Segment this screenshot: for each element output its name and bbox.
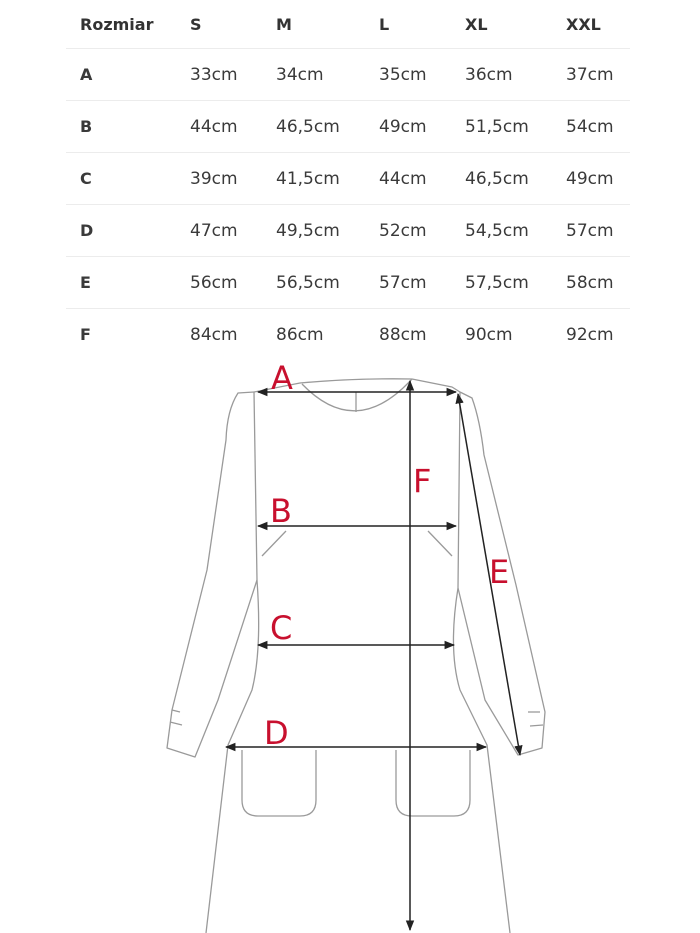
label-d: D <box>264 714 289 752</box>
dress-measurement-diagram <box>0 355 700 933</box>
label-a: A <box>271 359 293 397</box>
cell: 84cm <box>176 309 262 361</box>
header-l: L <box>379 14 390 34</box>
cell: 88cm <box>365 309 451 361</box>
table-row <box>66 257 630 309</box>
row-label: C <box>66 153 176 205</box>
row-label: E <box>66 257 176 309</box>
row-label: A <box>66 49 176 101</box>
cell: 86cm <box>262 309 365 361</box>
cell: 41,5cm <box>262 153 365 205</box>
cell: 51,5cm <box>451 101 552 153</box>
header-xxl: XXL <box>566 14 601 34</box>
cell: 54cm <box>552 101 630 153</box>
table-header-row <box>66 0 630 49</box>
header-rozmiar: Rozmiar <box>80 14 154 34</box>
row-label: D <box>66 205 176 257</box>
cell: 46,5cm <box>262 101 365 153</box>
cell: 57cm <box>552 205 630 257</box>
cell: 36cm <box>451 49 552 101</box>
cell: 35cm <box>365 49 451 101</box>
label-b: B <box>270 492 292 530</box>
cell: 92cm <box>552 309 630 361</box>
measurement-arrows <box>226 381 520 930</box>
dress-outline <box>167 379 545 933</box>
cell: 90cm <box>451 309 552 361</box>
cell: 56,5cm <box>262 257 365 309</box>
cell: 57,5cm <box>451 257 552 309</box>
cell: 44cm <box>365 153 451 205</box>
cell: 33cm <box>176 49 262 101</box>
cell: 34cm <box>262 49 365 101</box>
row-label: F <box>66 309 176 361</box>
cell: 57cm <box>365 257 451 309</box>
cell: 44cm <box>176 101 262 153</box>
header-s: S <box>190 14 202 34</box>
cell: 49,5cm <box>262 205 365 257</box>
table-row <box>66 205 630 257</box>
label-c: C <box>270 609 293 647</box>
cell: 56cm <box>176 257 262 309</box>
size-table <box>66 0 630 360</box>
label-e: E <box>489 553 510 591</box>
cell: 49cm <box>365 101 451 153</box>
cell: 52cm <box>365 205 451 257</box>
table-row <box>66 309 630 361</box>
cell: 47cm <box>176 205 262 257</box>
cell: 49cm <box>552 153 630 205</box>
header-xl: XL <box>465 14 488 34</box>
table-row <box>66 153 630 205</box>
label-f: F <box>413 462 432 500</box>
table-row <box>66 101 630 153</box>
cell: 37cm <box>552 49 630 101</box>
table-row <box>66 49 630 101</box>
header-m: M <box>276 14 292 34</box>
cell: 39cm <box>176 153 262 205</box>
cell: 54,5cm <box>451 205 552 257</box>
cell: 58cm <box>552 257 630 309</box>
cell: 46,5cm <box>451 153 552 205</box>
measurement-labels <box>264 359 509 752</box>
row-label: B <box>66 101 176 153</box>
